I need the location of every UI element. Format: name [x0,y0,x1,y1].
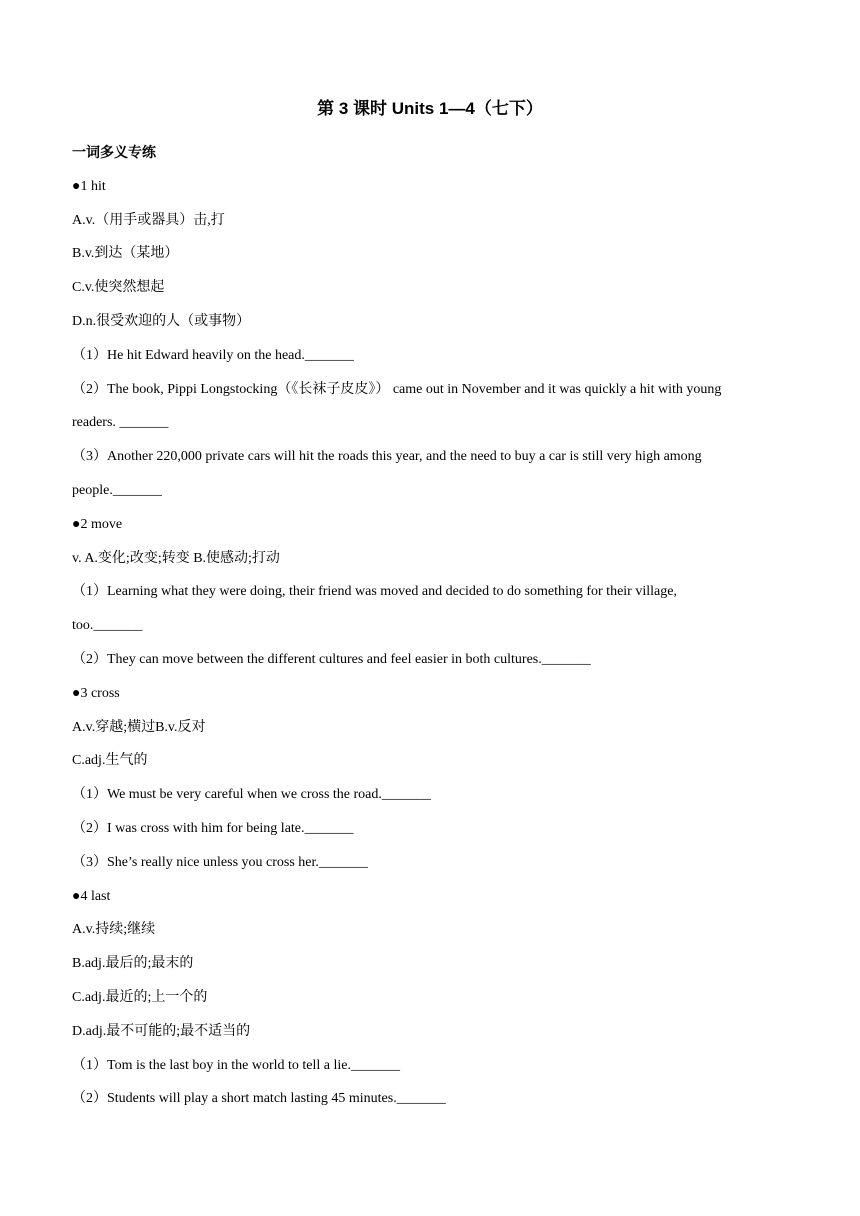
meaning-option: C.v.使突然想起 [72,280,165,296]
word-heading-last: ●4 last [72,888,111,904]
word-heading-hit: ●1 hit [72,178,106,194]
exercise-sentence: （1）Tom is the last boy in the world to tell a lie._______ [72,1057,400,1073]
exercise-sentence: （2）They can move between the different cultures and feel easier in both cultures._______ [72,651,591,667]
exercise-sentence-continued: people._______ [72,482,162,498]
meaning-option: C.adj.最近的;上一个的 [72,989,208,1005]
exercise-sentence: （3）She’s really nice unless you cross her._______ [72,854,368,870]
meaning-option: v. A.变化;改变;转变 B.使感动;打动 [72,550,280,566]
exercise-sentence: （2）Students will play a short match lasting 45 minutes._______ [72,1091,446,1107]
meaning-option: D.n.很受欢迎的人（或事物） [72,313,251,329]
meaning-option: A.v.（用手或器具）击,打 [72,212,225,228]
section-heading: 一词多义专练 [72,144,156,160]
meaning-option: A.v.穿越;横过B.v.反对 [72,719,206,735]
page-title: 第 3 课时 Units 1—4（七下） [317,99,543,118]
meaning-option: C.adj.生气的 [72,753,148,769]
meaning-option: D.adj.最不可能的;最不适当的 [72,1023,251,1039]
exercise-sentence: （1）We must be very careful when we cross the road._______ [72,787,431,803]
exercise-sentence: （1）Learning what they were doing, their friend was moved and decided to do something for their village, [72,584,677,600]
exercise-sentence: （2）The book, Pippi Longstocking（《长袜子皮皮》） came out in November and it was quickly a hit with young [72,381,722,397]
meaning-option: B.adj.最后的;最末的 [72,956,194,972]
exercise-sentence-continued: readers. _______ [72,415,169,431]
word-heading-cross: ●3 cross [72,685,120,701]
exercise-sentence-continued: too._______ [72,618,143,634]
exercise-sentence: （3）Another 220,000 private cars will hit the roads this year, and the need to buy a car is still very high among [72,449,702,465]
document-body [72,136,792,1116]
exercise-sentence: （1）He hit Edward heavily on the head._______ [72,347,354,363]
exercise-sentence: （2）I was cross with him for being late._______ [72,820,354,836]
word-heading-move: ●2 move [72,516,123,532]
meaning-option: A.v.持续;继续 [72,922,156,938]
meaning-option: B.v.到达（某地） [72,246,179,262]
